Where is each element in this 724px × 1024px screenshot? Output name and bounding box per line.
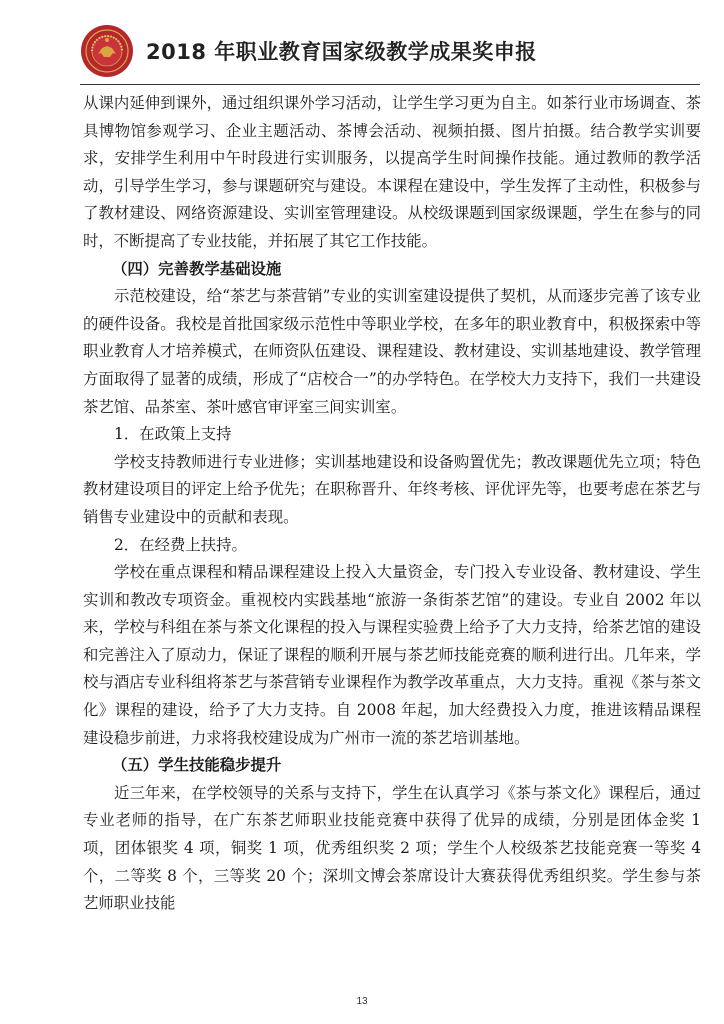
- page-title: 2018 年职业教育国家级教学成果奖申报: [146, 40, 537, 64]
- list-item-funding-support: 2．在经费上扶持。: [114, 535, 247, 554]
- header-divider: [80, 84, 700, 85]
- paragraph-facilities: 示范校建设，给“茶艺与茶营销”专业的实训室建设提供了契机，从而逐步完善了该专业的硬件设备。我校是首批国家级示范性中等职业学校，在多年的职业教育中，积极探索中等职业教育人才培养模式，在师资队伍建设、课程建设、教材建设、实训基地建设、教学管理方面取得了显著的成绩，形成了“店校合一”的办学特色。在学校大力支持下，我们一共建设茶艺馆、品茶室、茶叶感官审评室三间实训室。: [83, 287, 701, 416]
- page-header: [80, 20, 700, 86]
- paragraph-policy: 学校支持教师进行专业进修；实训基地建设和设备购置优先；教改课题优先立项；特色教材建设项目的评定上给予优先；在职称晋升、年终考核、评优评先等，也要考虑在茶艺与销售专业建设中的贡献和表现。: [83, 452, 701, 526]
- section-heading-5: （五）学生技能稳步提升: [112, 756, 282, 775]
- paragraph-funding: 学校在重点课程和精品课程建设上投入大量资金，专门投入专业设备、教材建设、学生实训和教改专项资金。重视校内实践基地“旅游一条街茶艺馆”的建设。专业自 2002 年以来，学校与科组在茶与茶文化课程的投入与课程实验费上给予了大力支持，给茶艺馆的建设和完善注入了原动力，保证了课程的顺利开展与茶艺师技能竞赛的顺利进行出。几年来，学校与酒店专业科组将茶艺与茶营销专业课程作为教学改革重点，大力支持。重视《茶与茶文化》课程的建设，给予了大力支持。自 2008 年起，加大经费投入力度，推进该精品课程建设稳步前进，力求将我校建设成为广州市一流的茶艺培训基地。: [83, 563, 701, 747]
- paragraph-extracurricular: 从课内延伸到课外，通过组织课外学习活动，让学生学习更为自主。如茶行业市场调查、茶具博物馆参观学习、企业主题活动、茶博会活动、视频拍摄、图片拍摄。结合教学实训要求，安排学生利用中午时段进行实训服务，以提高学生时间操作技能。通过教师的教学活动，引导学生学习，参与课题研究与建设。本课程在建设中，学生发挥了主动性，积极参与了教材建设、网络资源建设、实训室管理建设。从校级课题到国家级课题，学生在参与的同时，不断提高了专业技能，并拓展了其它工作技能。: [83, 94, 701, 250]
- list-item-policy-support: 1．在政策上支持: [114, 425, 232, 444]
- school-seal-icon: [80, 24, 134, 78]
- section-heading-4: （四）完善教学基础设施: [112, 259, 282, 278]
- page-number: 13: [356, 996, 368, 1007]
- paragraph-student-skills: 近三年来，在学校领导的关系与支持下，学生在认真学习《茶与茶文化》课程后，通过专业老师的指导，在广东茶艺师职业技能竞赛中获得了优异的成绩，分别是团体金奖 1 项，团体银奖 4 项，铜奖 1 项，优秀组织奖 2 项；学生个人校级茶艺技能竞赛一等奖 4 个，二等奖 8 个，三等奖 20 个；深圳文博会茶席设计大赛获得优秀组织奖。学生参与茶艺师职业技能: [83, 783, 701, 913]
- document-body: [83, 90, 701, 918]
